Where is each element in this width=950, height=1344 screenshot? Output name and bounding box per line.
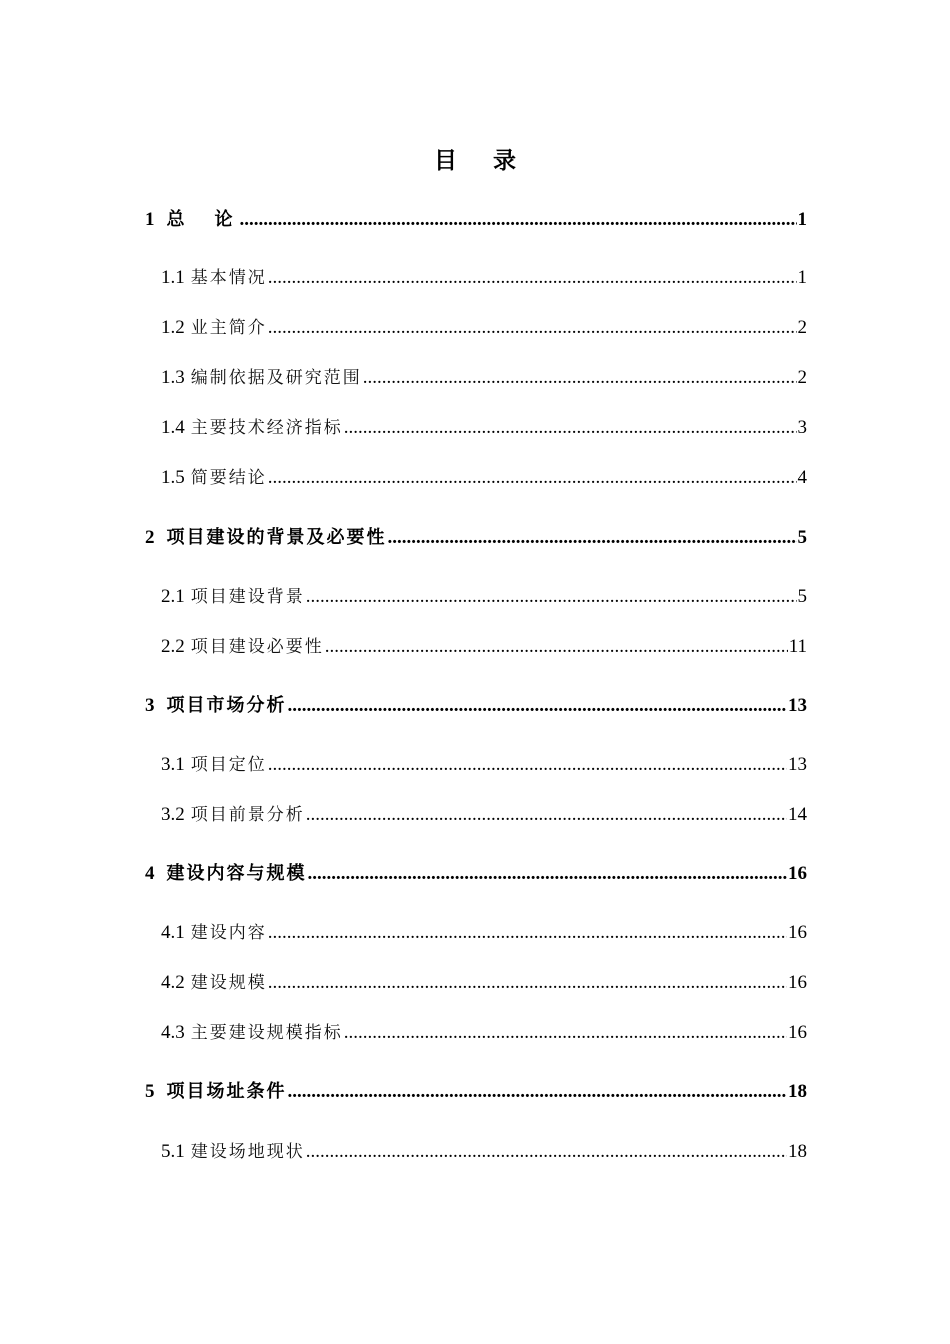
dot-leader: [344, 413, 797, 443]
toc-entry-title: 建设内容: [190, 923, 267, 943]
toc-entry-page: 1: [797, 267, 807, 288]
toc-entry-title: 项目前景分析: [190, 805, 305, 825]
toc-entry-title: 项目建设背景: [190, 587, 305, 607]
toc-entry-title: 主要技术经济指标: [190, 418, 343, 438]
toc-entry-title: 项目建设必要性: [190, 637, 324, 657]
dot-leader: [268, 968, 787, 998]
toc-entry-5-1[interactable]: [161, 1137, 807, 1167]
toc-entry-page: 3: [797, 417, 807, 438]
toc-entry-number: 4.1: [161, 922, 185, 943]
toc-entry-2[interactable]: [145, 523, 807, 553]
toc-entry-page: 16: [788, 863, 807, 884]
dot-leader: [308, 859, 788, 889]
dot-leader: [268, 750, 787, 780]
toc-entry-title: 业主简介: [190, 318, 267, 338]
toc-entry-number: 5.1: [161, 1141, 185, 1162]
toc-entry-number: 4.3: [161, 1022, 185, 1043]
toc-entry-title: 基本情况: [190, 268, 267, 288]
toc-entry-number: 3: [145, 695, 155, 716]
toc-entry-number: 4: [145, 863, 155, 884]
dot-leader: [306, 1137, 787, 1167]
dot-leader: [306, 582, 797, 612]
dot-leader: [388, 523, 797, 553]
toc-entry-1-4[interactable]: [161, 413, 807, 443]
toc-entry-3-2[interactable]: [161, 800, 807, 830]
toc-entry-page: 11: [788, 636, 807, 657]
dot-leader: [344, 1018, 787, 1048]
toc-entry-page: 18: [788, 1081, 807, 1102]
toc-entry-4-2[interactable]: [161, 968, 807, 998]
toc-entry-number: 1: [145, 209, 155, 230]
toc-entry-page: 14: [788, 804, 807, 825]
dot-leader: [268, 263, 797, 293]
toc-entry-title: 建设内容与规模: [166, 863, 307, 884]
toc-entry-title: 项目市场分析: [166, 695, 287, 716]
toc-entry-number: 3.2: [161, 804, 185, 825]
toc-entry-title: 项目场址条件: [166, 1081, 287, 1102]
toc-entry-page: 4: [797, 467, 807, 488]
dot-leader: [363, 363, 797, 393]
toc-entry-title: 主要建设规模指标: [190, 1023, 343, 1043]
toc-entry-1-5[interactable]: [161, 463, 807, 493]
toc-entry-4[interactable]: [145, 859, 807, 889]
toc-entry-1-3[interactable]: [161, 363, 807, 393]
toc-entry-5[interactable]: [145, 1077, 807, 1107]
toc-entry-number: 1.4: [161, 417, 185, 438]
toc-entry-1-1[interactable]: [161, 263, 807, 293]
dot-leader: [240, 205, 797, 235]
toc-entry-page: 16: [788, 1022, 807, 1043]
toc-entry-page: 16: [788, 922, 807, 943]
toc-entry-number: 4.2: [161, 972, 185, 993]
toc-entry-3[interactable]: [145, 691, 807, 721]
toc-entry-number: 2.2: [161, 636, 185, 657]
toc-entry-title: 编制依据及研究范围: [190, 368, 362, 388]
toc-entry-page: 2: [797, 317, 807, 338]
dot-leader: [268, 918, 787, 948]
toc-entry-3-1[interactable]: [161, 750, 807, 780]
dot-leader: [288, 1077, 788, 1107]
toc-entry-title: 建设场地现状: [190, 1142, 305, 1162]
dot-leader: [288, 691, 788, 721]
toc-entry-number: 1.1: [161, 267, 185, 288]
toc-entry-1[interactable]: [145, 205, 807, 235]
toc-entry-page: 5: [797, 586, 807, 607]
toc-entry-page: 13: [788, 695, 807, 716]
toc-entry-2-2[interactable]: [161, 632, 807, 662]
toc-entry-page: 13: [788, 754, 807, 775]
toc-entry-number: 1.3: [161, 367, 185, 388]
toc-entry-number: 2.1: [161, 586, 185, 607]
toc-entry-number: 1.2: [161, 317, 185, 338]
toc-entry-page: 1: [797, 209, 807, 230]
toc-entry-number: 5: [145, 1081, 155, 1102]
toc-entry-title: 建设规模: [190, 973, 267, 993]
dot-leader: [325, 632, 788, 662]
toc-entry-title: 简要结论: [190, 468, 267, 488]
dot-leader: [306, 800, 787, 830]
toc-entry-1-2[interactable]: [161, 313, 807, 343]
toc-entry-title: 总 论: [166, 209, 239, 230]
toc-entry-page: 16: [788, 972, 807, 993]
toc-entry-title: 项目定位: [190, 755, 267, 775]
toc-entry-4-3[interactable]: [161, 1018, 807, 1048]
toc-entry-page: 18: [788, 1141, 807, 1162]
toc-entry-2-1[interactable]: [161, 582, 807, 612]
toc-entry-number: 3.1: [161, 754, 185, 775]
toc-entry-title: 项目建设的背景及必要性: [166, 527, 387, 548]
page-title: 目 录: [433, 148, 530, 174]
dot-leader: [268, 313, 797, 343]
dot-leader: [268, 463, 797, 493]
toc-entry-4-1[interactable]: [161, 918, 807, 948]
toc-entry-page: 2: [797, 367, 807, 388]
toc-entry-number: 1.5: [161, 467, 185, 488]
toc-entry-number: 2: [145, 527, 155, 548]
toc-entry-page: 5: [797, 527, 807, 548]
